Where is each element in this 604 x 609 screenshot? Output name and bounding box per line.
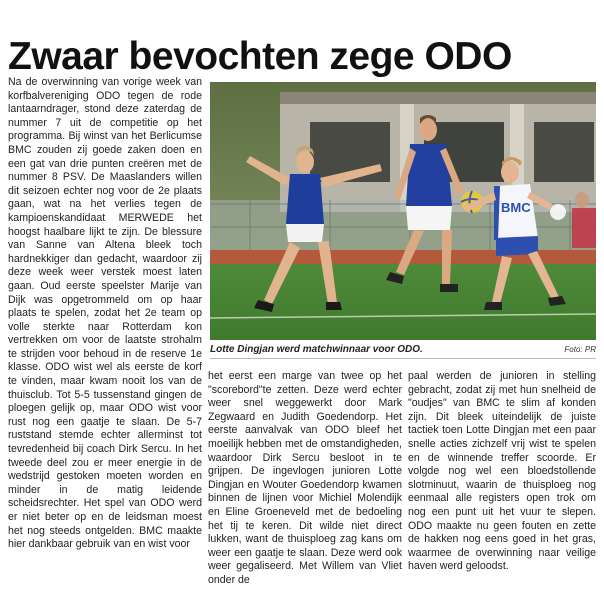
article-column-1 — [8, 76, 202, 552]
caption-divider — [210, 358, 596, 359]
column-3-text: paal werden de junioren in stelling gebracht, zodat zij met hun snelheid de "oudjes" van BMC te slim af konden zijn. Dit bleek uiteindelijk de juiste tactiek toen Lotte Dingjan met een paar snelle acties zichzelf vrij wist te spelen en de winnende treffer scoorde. Er volgde nog wel een bloedstollende slotminuut, waarin de thuisploeg nog eenmaal alle registers open trok om nog een punt uit het vuur te slepen. ODO maakte nu geen fouten en zette de hakken nog eens goed in het gras, waarmee de overwinning naar veilige haven werd geloodst. — [408, 370, 596, 573]
fence — [210, 200, 596, 250]
column-2-text: het eerst een marge van twee op het "scorebord"te zetten. Deze werd echter weer snel weggewerkt door Mark Zegwaard en Judith Goedendorp. Het eerste aanvalvak van ODO bleef het moeilijk hebben met de omstandigheden, waardoor Dirk Sercu besloot in te grijpen. De ingevlogen junioren Lotte Dingjan en Wouter Goedendorp kwamen binnen de lijnen voor Michiel Molendijk en Eline Groeneveld met de bedoeling het tij te keren. Dit wilde niet direct lukken, want de thuisploeg zag kans om weer een gaatje te slaan. Deze werd ook weer gegaliseerd. Met Willem van Vliet onder de — [208, 370, 402, 586]
grass-field — [210, 264, 596, 340]
photo-credit: Foto: PR — [564, 345, 596, 354]
article-column-2 — [208, 370, 402, 588]
article-headline: Zwaar bevochten zege ODO — [8, 35, 512, 79]
column-1-text: Na de overwinning van vorige week van korfbalvereniging ODO tegen de rode lantaarndrager, stond deze zaterdag de nummer 7 uit de competitie op het programma. Bij winst van het Berlicumse BMC zouden zij goede zaken doen en een gat van drie punten creëren met de nummer 8 PSV. De Maaslanders willen dit seizoen echter nog voor de 2e plaats gaan, wat na het verlies tegen de kampioenskandidaat MERWEDE het hoogst haalbare lijkt te zijn. De blessure van Sanne van Altena bleek toch hardnekkiger dan gedacht, waardoor zij deze week weer verstek moest laten gaan. Oud eerste speelster Marije van Dijk was opgetrommeld om op haar plaats te spelen, zodat het 2e team op volle sterkte naar Rotterdam kon vertrekken om voor de laatste strohalm te strijden voor behoud in de reserve 1e klasse. ODO wist wel als eerste de korf te vinden, maar kwam nooit los van de thuisclub. Tot 5-5 tussenstand gingen de ploegen gelijk op, maar ODO wist voor rust nog een gaatje te slaan. De 5-7 ruststand stemde echter allerminst tot tevredenheid bij coach Dirk Sercu. In het tweede deel zou er meer energie in de wedstrijd gestoken moeten worden en minder in de matig leidende scheidsrechter. Het spel van ODO werd er niet beter op en de leidsman moest het nog steeds ontgelden. BMC maakte hier dankbaar gebruik van en wist voor — [8, 76, 202, 551]
jersey-text: BMC — [501, 200, 531, 215]
photo-caption — [210, 343, 596, 357]
article-photo — [210, 82, 596, 340]
caption-text: Lotte Dingjan werd matchwinnaar voor ODO. — [210, 344, 423, 355]
korfball-match-photo — [210, 82, 596, 340]
article-column-3 — [408, 370, 596, 574]
